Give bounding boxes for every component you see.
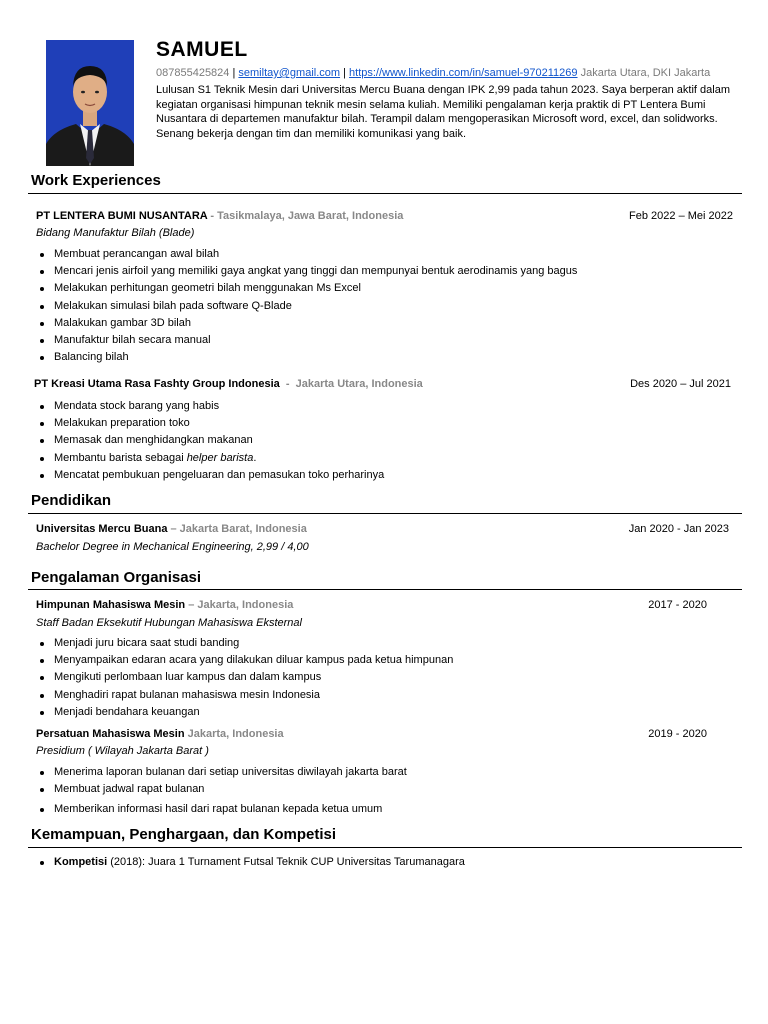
work-location: - Tasikmalaya, Jawa Barat, Indonesia [207,210,404,222]
section-divider [28,513,742,514]
candidate-name: SAMUEL [156,38,248,61]
list-item: Membuat perancangan awal bilah [54,246,577,263]
section-title-work: Work Experiences [31,172,161,189]
list-item: Mendata stock barang yang habis [54,398,384,415]
organization-location: – Jakarta, Indonesia [185,599,294,611]
organization-bullet-list [54,764,407,819]
work-date: Des 2020 – Jul 2021 [630,378,731,390]
list-item: Membuat jadwal rapat bulanan [54,781,407,798]
list-item: Menjadi juru bicara saat studi banding [54,635,453,652]
list-item: Manufaktur bilah secara manual [54,332,577,349]
list-item: Balancing bilah [54,349,577,366]
work-entry-header [36,209,733,223]
work-org: PT Kreasi Utama Rasa Fashty Group Indonesia [34,378,280,390]
list-item-emphasis: helper barista [186,451,254,464]
work-bullet-list [54,398,384,484]
list-item: Memasak dan menghidangkan makanan [54,432,384,449]
organization-bullet-list [54,635,453,721]
contact-separator: | [343,67,346,79]
work-bullet-list [54,246,577,366]
list-item [54,450,384,467]
organization-name: Persatuan Mahasiswa Mesin [36,728,185,740]
profile-photo [46,40,134,166]
linkedin-link[interactable]: https://www.linkedin.com/in/samuel-970211269 [349,67,578,79]
education-org: Universitas Mercu Buana [36,523,168,535]
email-link[interactable]: semiltay@gmail.com [238,67,341,79]
location-text: Jakarta Utara, DKI Jakarta [580,67,711,79]
section-title-education: Pendidikan [31,492,112,509]
section-title-organization: Pengalaman Organisasi [31,569,202,586]
list-item-text: Membantu barista sebagai [54,451,187,464]
list-item: Mencari jenis airfoil yang memiliki gaya angkat yang tinggi dan mempunyai bentuk aerodinamis yang bagus [54,263,577,280]
organization-role: Staff Badan Eksekutif Hubungan Mahasiswa Eksternal [36,617,302,629]
skills-bullet-list [54,854,465,871]
list-item: Mencatat pembukuan pengeluaran dan pemasukan toko perharinya [54,467,384,484]
section-divider [28,193,742,194]
list-item [54,854,465,871]
organization-name: Himpunan Mahasiswa Mesin [36,599,186,611]
list-item: Melakukan preparation toko [54,415,384,432]
list-item: Menyampaikan edaran acara yang dilakukan diluar kampus pada ketua himpunan [54,652,453,669]
organization-role: Presidium ( Wilayah Jakarta Barat ) [36,745,209,757]
work-org: PT LENTERA BUMI NUSANTARA [36,210,208,222]
list-item-text: . [253,451,257,464]
organization-date: 2017 - 2020 [648,599,707,611]
education-degree: Bachelor Degree in Mechanical Engineering, 2,99 / 4,00 [36,541,309,553]
organization-location: Jakarta, Indonesia [184,728,284,740]
list-item: Menjadi bendahara keuangan [54,704,453,721]
profile-summary: Lulusan S1 Teknik Mesin dari Universitas Mercu Buana dengan IPK 2,99 pada tahun 2023. Saya berperan aktif dalam kegiatan organisasi himpunan teknik mesin selama kuliah. Memiliki pengalaman kerja praktik di PT Lentera Bumi Nusantara di departemen manufaktur bilah. Terampil dalam mengoperasikan Microsoft word, excel, dan solidworks. Senang bekerja dengan tim dan memiliki komunikasi yang baik. [156,84,730,140]
section-divider [28,589,742,590]
work-entry-header [34,377,731,391]
list-item: Menghadiri rapat bulanan mahasiswa mesin Indonesia [54,687,453,704]
phone-number: 087855425824 [156,67,230,79]
education-location: – Jakarta Barat, Indonesia [167,523,307,535]
list-item: Mengikuti perlombaan luar kampus dan dalam kampus [54,669,453,686]
work-location: - Jakarta Utara, Indonesia [279,378,423,390]
organization-entry-header [36,598,707,612]
list-item: Menerima laporan bulanan dari setiap universitas diwilayah jakarta barat [54,764,407,781]
education-date: Jan 2020 - Jan 2023 [628,523,729,535]
list-item: Melakukan perhitungan geometri bilah menggunakan Ms Excel [54,280,577,297]
contact-separator: | [232,67,236,79]
list-item: Memberikan informasi hasil dari rapat bulanan kepada ketua umum [54,801,407,818]
section-title-skills: Kemampuan, Penghargaan, dan Kompetisi [31,826,337,843]
contact-line [156,65,731,82]
organization-entry-header [36,727,707,741]
organization-date: 2019 - 2020 [648,728,707,740]
list-item: Melakukan simulasi bilah pada software Q-Blade [54,298,577,315]
resume-header [156,38,731,141]
section-divider [28,847,742,848]
work-role: Bidang Manufaktur Bilah (Blade) [36,227,195,239]
skill-text: (2018): Juara 1 Turnament Futsal Teknik CUP Universitas Tarumanagara [107,856,465,868]
list-item: Malakukan gambar 3D bilah [54,315,577,332]
skill-label: Kompetisi [54,856,108,868]
education-entry-header [36,522,729,536]
work-date: Feb 2022 – Mei 2022 [629,210,733,222]
